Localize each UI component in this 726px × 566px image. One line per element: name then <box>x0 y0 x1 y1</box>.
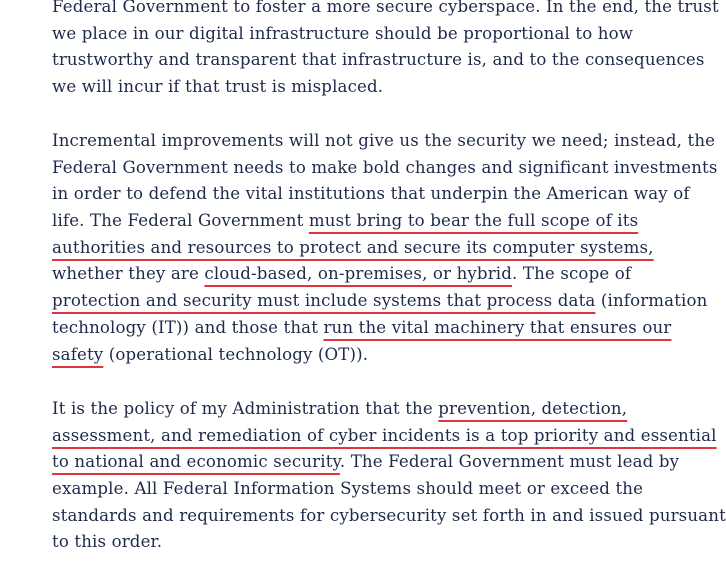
text-line <box>52 235 718 262</box>
text-line <box>52 396 726 423</box>
text-line <box>52 476 726 503</box>
text-segment: (operational technology (OT)). <box>103 344 369 364</box>
text-line <box>52 155 718 182</box>
text-line <box>52 423 726 450</box>
text-segment: life. The Federal Government <box>52 211 309 231</box>
underlined-text: protection and security must include systems that process data <box>52 291 596 311</box>
underlined-text: run the vital machinery that ensures our <box>323 317 672 337</box>
text-segment: trustworthy and transparent that infrastructure is, and to the consequences <box>52 50 705 70</box>
text-line <box>52 128 718 155</box>
paragraph-3 <box>52 396 726 556</box>
paragraph-1 <box>52 0 719 101</box>
text-line <box>52 261 718 288</box>
text-segment: . The scope of <box>512 264 632 284</box>
text-segment: technology (IT)) and those that <box>52 317 324 337</box>
text-line <box>52 181 718 208</box>
text-segment: standards and requirements for cybersecurity set forth in and issued pursuant <box>52 505 726 525</box>
text-line <box>52 315 718 342</box>
text-segment: we will incur if that trust is misplaced. <box>52 77 384 97</box>
text-segment: example. All Federal Information Systems should meet or exceed the <box>52 479 644 499</box>
underlined-text: must bring to bear the full scope of its <box>308 211 639 231</box>
text-segment: (information <box>595 291 708 311</box>
underlined-text: prevention, detection, <box>438 399 628 418</box>
text-line <box>52 288 718 315</box>
underlined-text: safety <box>52 344 104 364</box>
text-segment: to this order. <box>52 532 163 552</box>
text-segment: in order to defend the vital institutions that underpin the American way of <box>52 184 690 204</box>
text-segment: It is the policy of my Administration that the <box>52 399 439 418</box>
underlined-text: authorities and resources to protect and secure its computer systems, <box>52 237 654 257</box>
text-segment: whether they are <box>52 264 205 284</box>
text-line <box>52 21 719 48</box>
text-line <box>52 0 719 21</box>
underlined-text: to national and economic security <box>52 452 340 472</box>
text-line <box>52 529 726 556</box>
paragraph-2 <box>52 128 718 368</box>
text-line <box>52 47 719 74</box>
underlined-text: assessment, and remediation of cyber incidents is a top priority and essential <box>52 425 717 445</box>
text-line <box>52 208 718 235</box>
text-segment: . The Federal Government must lead by <box>339 452 680 472</box>
underlined-text: cloud-based, on-premises, or hybrid <box>204 264 513 284</box>
text-line <box>52 74 719 101</box>
text-line <box>52 342 718 369</box>
text-line <box>52 503 726 530</box>
text-line <box>52 449 726 476</box>
text-segment: Federal Government to foster a more secure cyberspace. In the end, the trust <box>52 0 719 16</box>
text-segment: Incremental improvements will not give us the security we need; instead, the <box>52 131 716 150</box>
text-segment: Federal Government needs to make bold changes and significant investments <box>52 157 718 177</box>
text-segment: we place in our digital infrastructure should be proportional to how <box>52 23 634 43</box>
